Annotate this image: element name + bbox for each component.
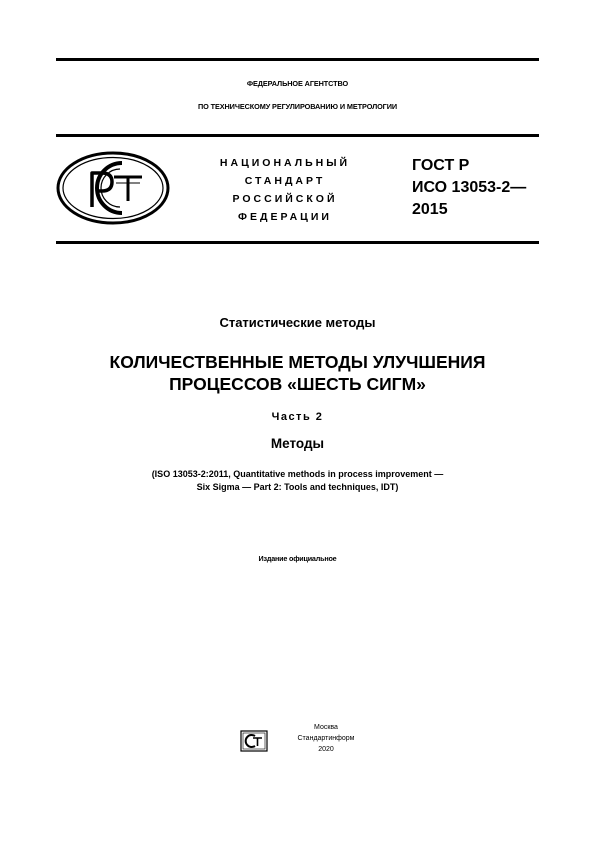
main-title xyxy=(56,351,539,395)
imprint xyxy=(286,722,366,755)
series-title: Статистические методы xyxy=(219,315,376,330)
imprint-publisher: Стандартинформ xyxy=(297,735,355,742)
standard-designation xyxy=(412,155,526,221)
publisher-logo-icon xyxy=(240,730,268,752)
agency-line-2: ПО ТЕХНИЧЕСКОМУ РЕГУЛИРОВАНИЮ И МЕТРОЛОГИИ xyxy=(197,102,398,111)
part-number: Часть 2 xyxy=(271,411,324,423)
iso-reference-line: (ISO 13053-2:2011, Quantitative methods in process improvement — xyxy=(151,469,444,479)
main-title-line: КОЛИЧЕСТВЕННЫЕ МЕТОДЫ УЛУЧШЕНИЯ xyxy=(109,352,486,372)
part-title: Методы xyxy=(270,436,325,451)
top-rule xyxy=(56,58,539,61)
agency-line-1: ФЕДЕРАЛЬНОЕ АГЕНТСТВО xyxy=(246,79,349,88)
standard-type-line: ФЕДЕРАЦИИ xyxy=(238,211,332,223)
standard-type-line: СТАНДАРТ xyxy=(244,175,326,187)
standard-type xyxy=(190,154,380,226)
standard-type-line: РОССИЙСКОЙ xyxy=(232,193,338,205)
designation-line: 2015 xyxy=(412,201,448,218)
header-rule xyxy=(56,134,539,137)
edition-note: Издание официальное xyxy=(258,554,337,563)
standard-type-line: НАЦИОНАЛЬНЫЙ xyxy=(219,157,351,169)
imprint-year: 2020 xyxy=(318,746,334,753)
designation-line: ГОСТ Р xyxy=(412,157,470,174)
rst-certification-logo xyxy=(56,151,170,225)
section-rule xyxy=(56,241,539,244)
iso-reference xyxy=(56,468,539,494)
designation-line: ИСО 13053-2— xyxy=(412,179,527,196)
iso-reference-line: Six Sigma — Part 2: Tools and techniques, IDT) xyxy=(196,482,399,492)
main-title-line: ПРОЦЕССОВ «ШЕСТЬ СИГМ» xyxy=(169,374,426,394)
imprint-city: Москва xyxy=(314,724,338,731)
